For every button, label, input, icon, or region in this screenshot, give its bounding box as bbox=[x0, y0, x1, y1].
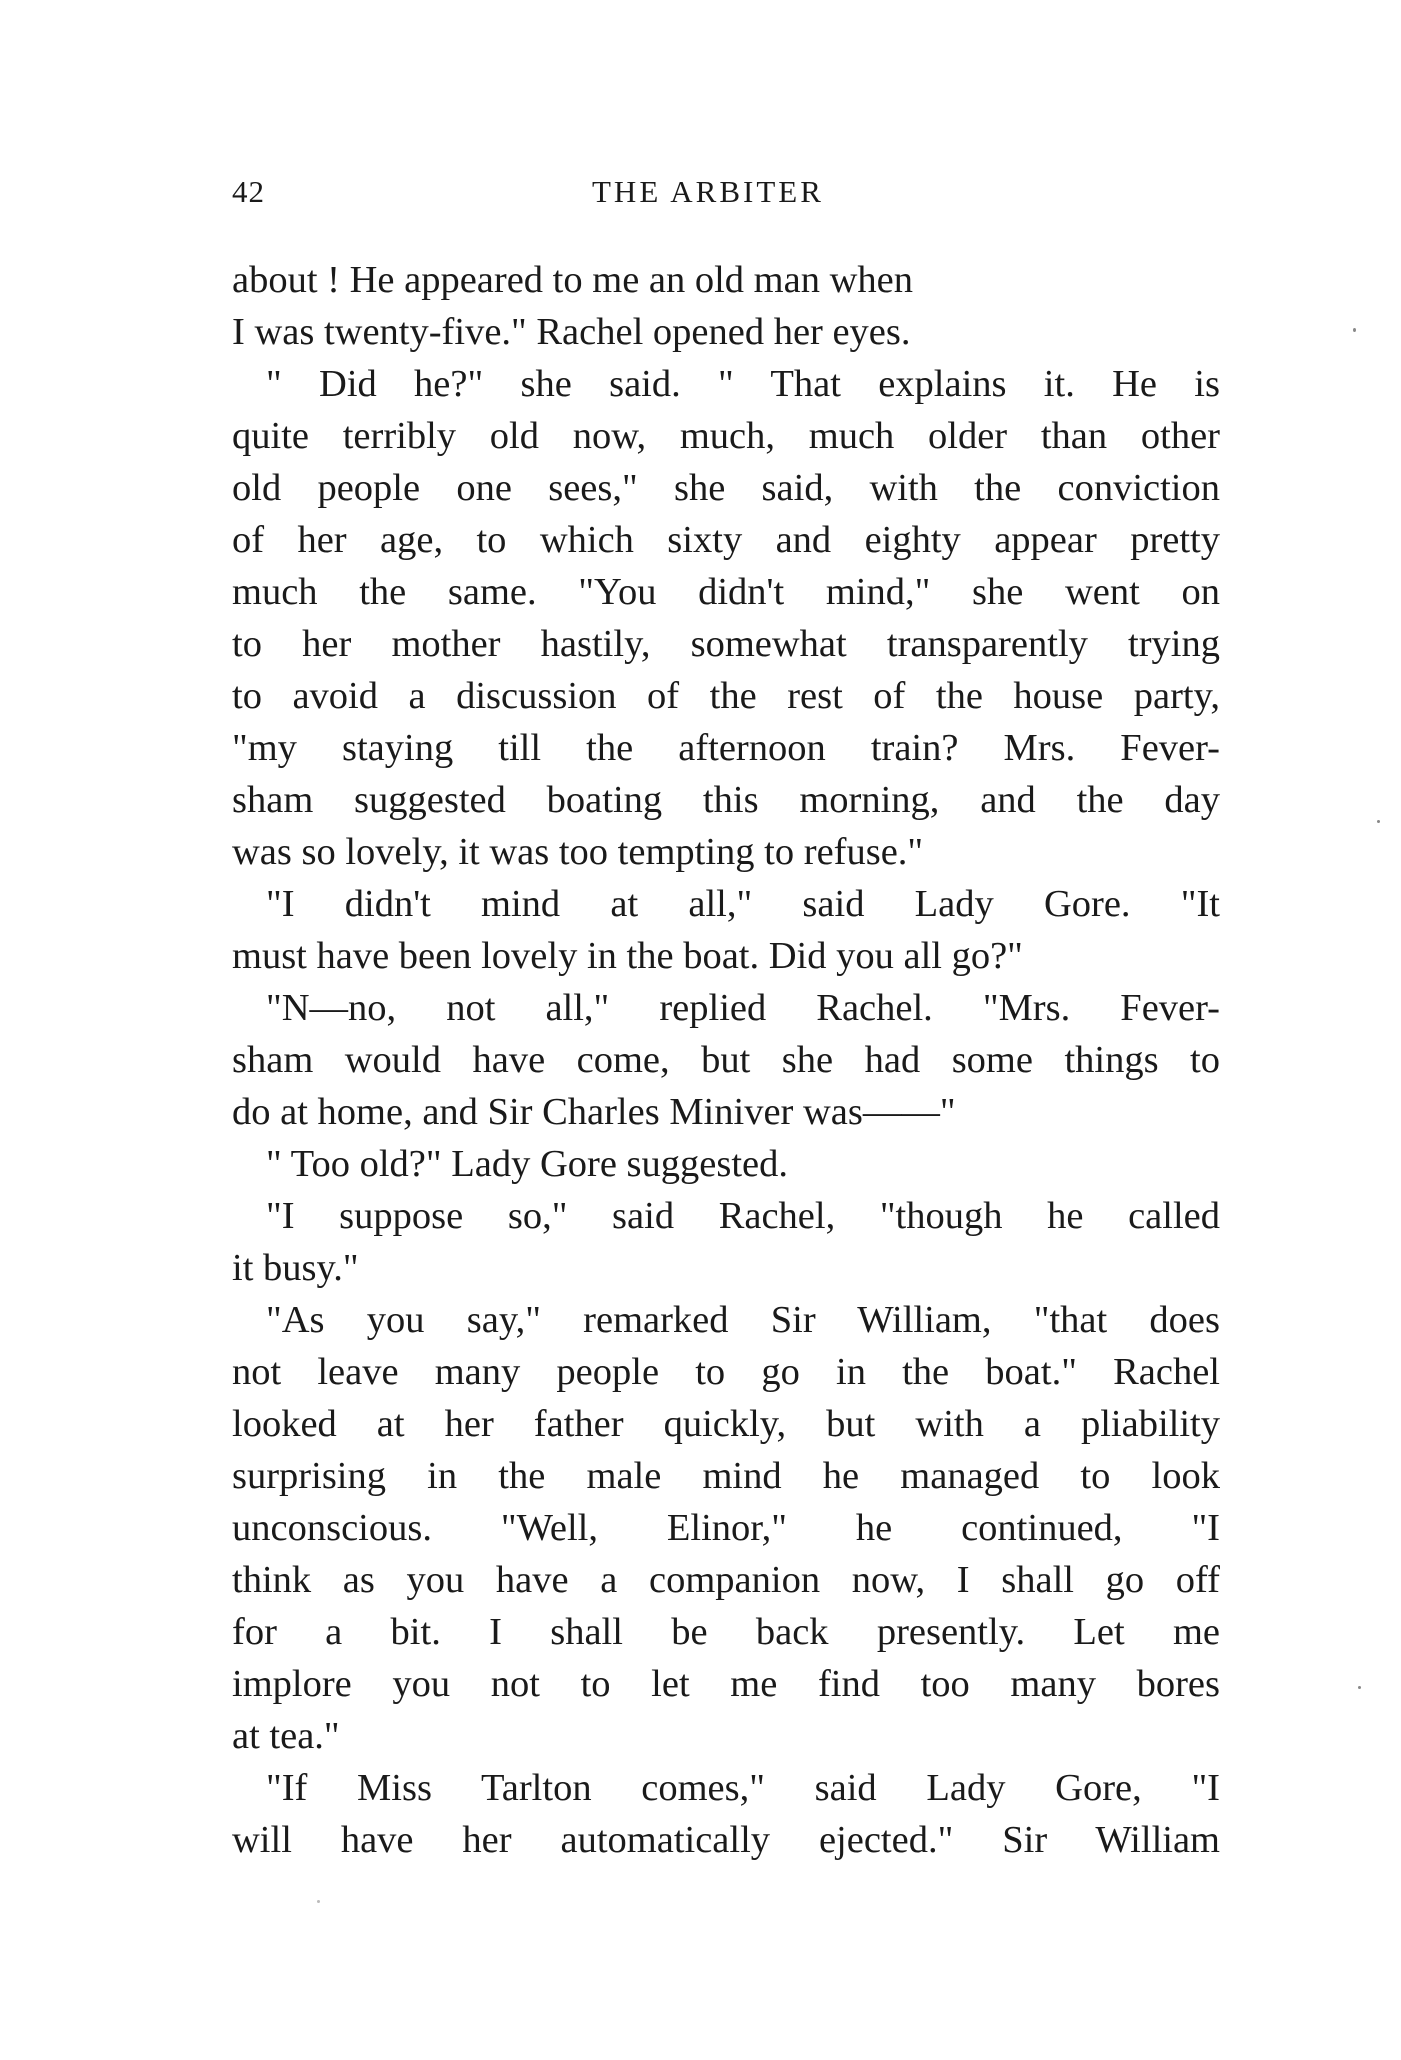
text-line: old people one sees," she said, with the conviction bbox=[232, 467, 1220, 509]
body-text bbox=[232, 254, 1220, 1866]
text-line: to her mother hastily, somewhat transparently trying bbox=[232, 623, 1220, 665]
text-line: surprising in the male mind he managed to look bbox=[232, 1455, 1220, 1497]
text-line: sham suggested boating this morning, and the day bbox=[232, 779, 1220, 821]
text-line: "I didn't mind at all," said Lady Gore. "It bbox=[266, 883, 1220, 925]
text-line: I was twenty-five." Rachel opened her eyes. bbox=[232, 311, 911, 353]
text-line: of her age, to which sixty and eighty appear pretty bbox=[232, 519, 1220, 561]
text-line: unconscious. "Well, Elinor," he continued, "I bbox=[232, 1507, 1220, 1549]
paper-speck bbox=[1353, 328, 1356, 332]
paper-speck bbox=[1377, 820, 1380, 823]
text-line: about ! He appeared to me an old man when bbox=[232, 259, 913, 301]
page-number: 42 bbox=[232, 174, 265, 209]
text-line: at tea." bbox=[232, 1715, 340, 1757]
running-title: THE ARBITER bbox=[592, 174, 824, 209]
page-header bbox=[232, 166, 1220, 216]
text-line: "If Miss Tarlton comes," said Lady Gore, "I bbox=[266, 1767, 1220, 1809]
text-line: implore you not to let me find too many bores bbox=[232, 1663, 1220, 1705]
text-line: will have her automatically ejected." Sir William bbox=[232, 1819, 1220, 1861]
text-line: "N—no, not all," replied Rachel. "Mrs. Fever- bbox=[266, 987, 1220, 1029]
text-line: looked at her father quickly, but with a pliability bbox=[232, 1403, 1220, 1445]
text-line: it busy." bbox=[232, 1247, 359, 1289]
text-line: "my staying till the afternoon train? Mrs. Fever- bbox=[232, 727, 1220, 769]
text-line: think as you have a companion now, I shall go off bbox=[232, 1559, 1220, 1601]
text-line: "I suppose so," said Rachel, "though he called bbox=[266, 1195, 1220, 1237]
text-line: much the same. "You didn't mind," she went on bbox=[232, 571, 1220, 613]
text-line: was so lovely, it was too tempting to refuse." bbox=[232, 831, 924, 873]
text-line: do at home, and Sir Charles Miniver was——" bbox=[232, 1091, 956, 1133]
text-line: for a bit. I shall be back presently. Let me bbox=[232, 1611, 1220, 1653]
text-line: " Too old?" Lady Gore suggested. bbox=[266, 1143, 789, 1185]
text-line: " Did he?" she said. " That explains it. He is bbox=[266, 363, 1220, 405]
text-line: not leave many people to go in the boat." Rachel bbox=[232, 1351, 1220, 1393]
paper-speck bbox=[317, 1900, 320, 1903]
text-line: "As you say," remarked Sir William, "that does bbox=[266, 1299, 1220, 1341]
text-line: quite terribly old now, much, much older than other bbox=[232, 415, 1220, 457]
paper-speck bbox=[1358, 1686, 1361, 1689]
text-line: sham would have come, but she had some things to bbox=[232, 1039, 1220, 1081]
text-line: to avoid a discussion of the rest of the house party, bbox=[232, 675, 1220, 717]
text-line: must have been lovely in the boat. Did you all go?" bbox=[232, 935, 1023, 977]
